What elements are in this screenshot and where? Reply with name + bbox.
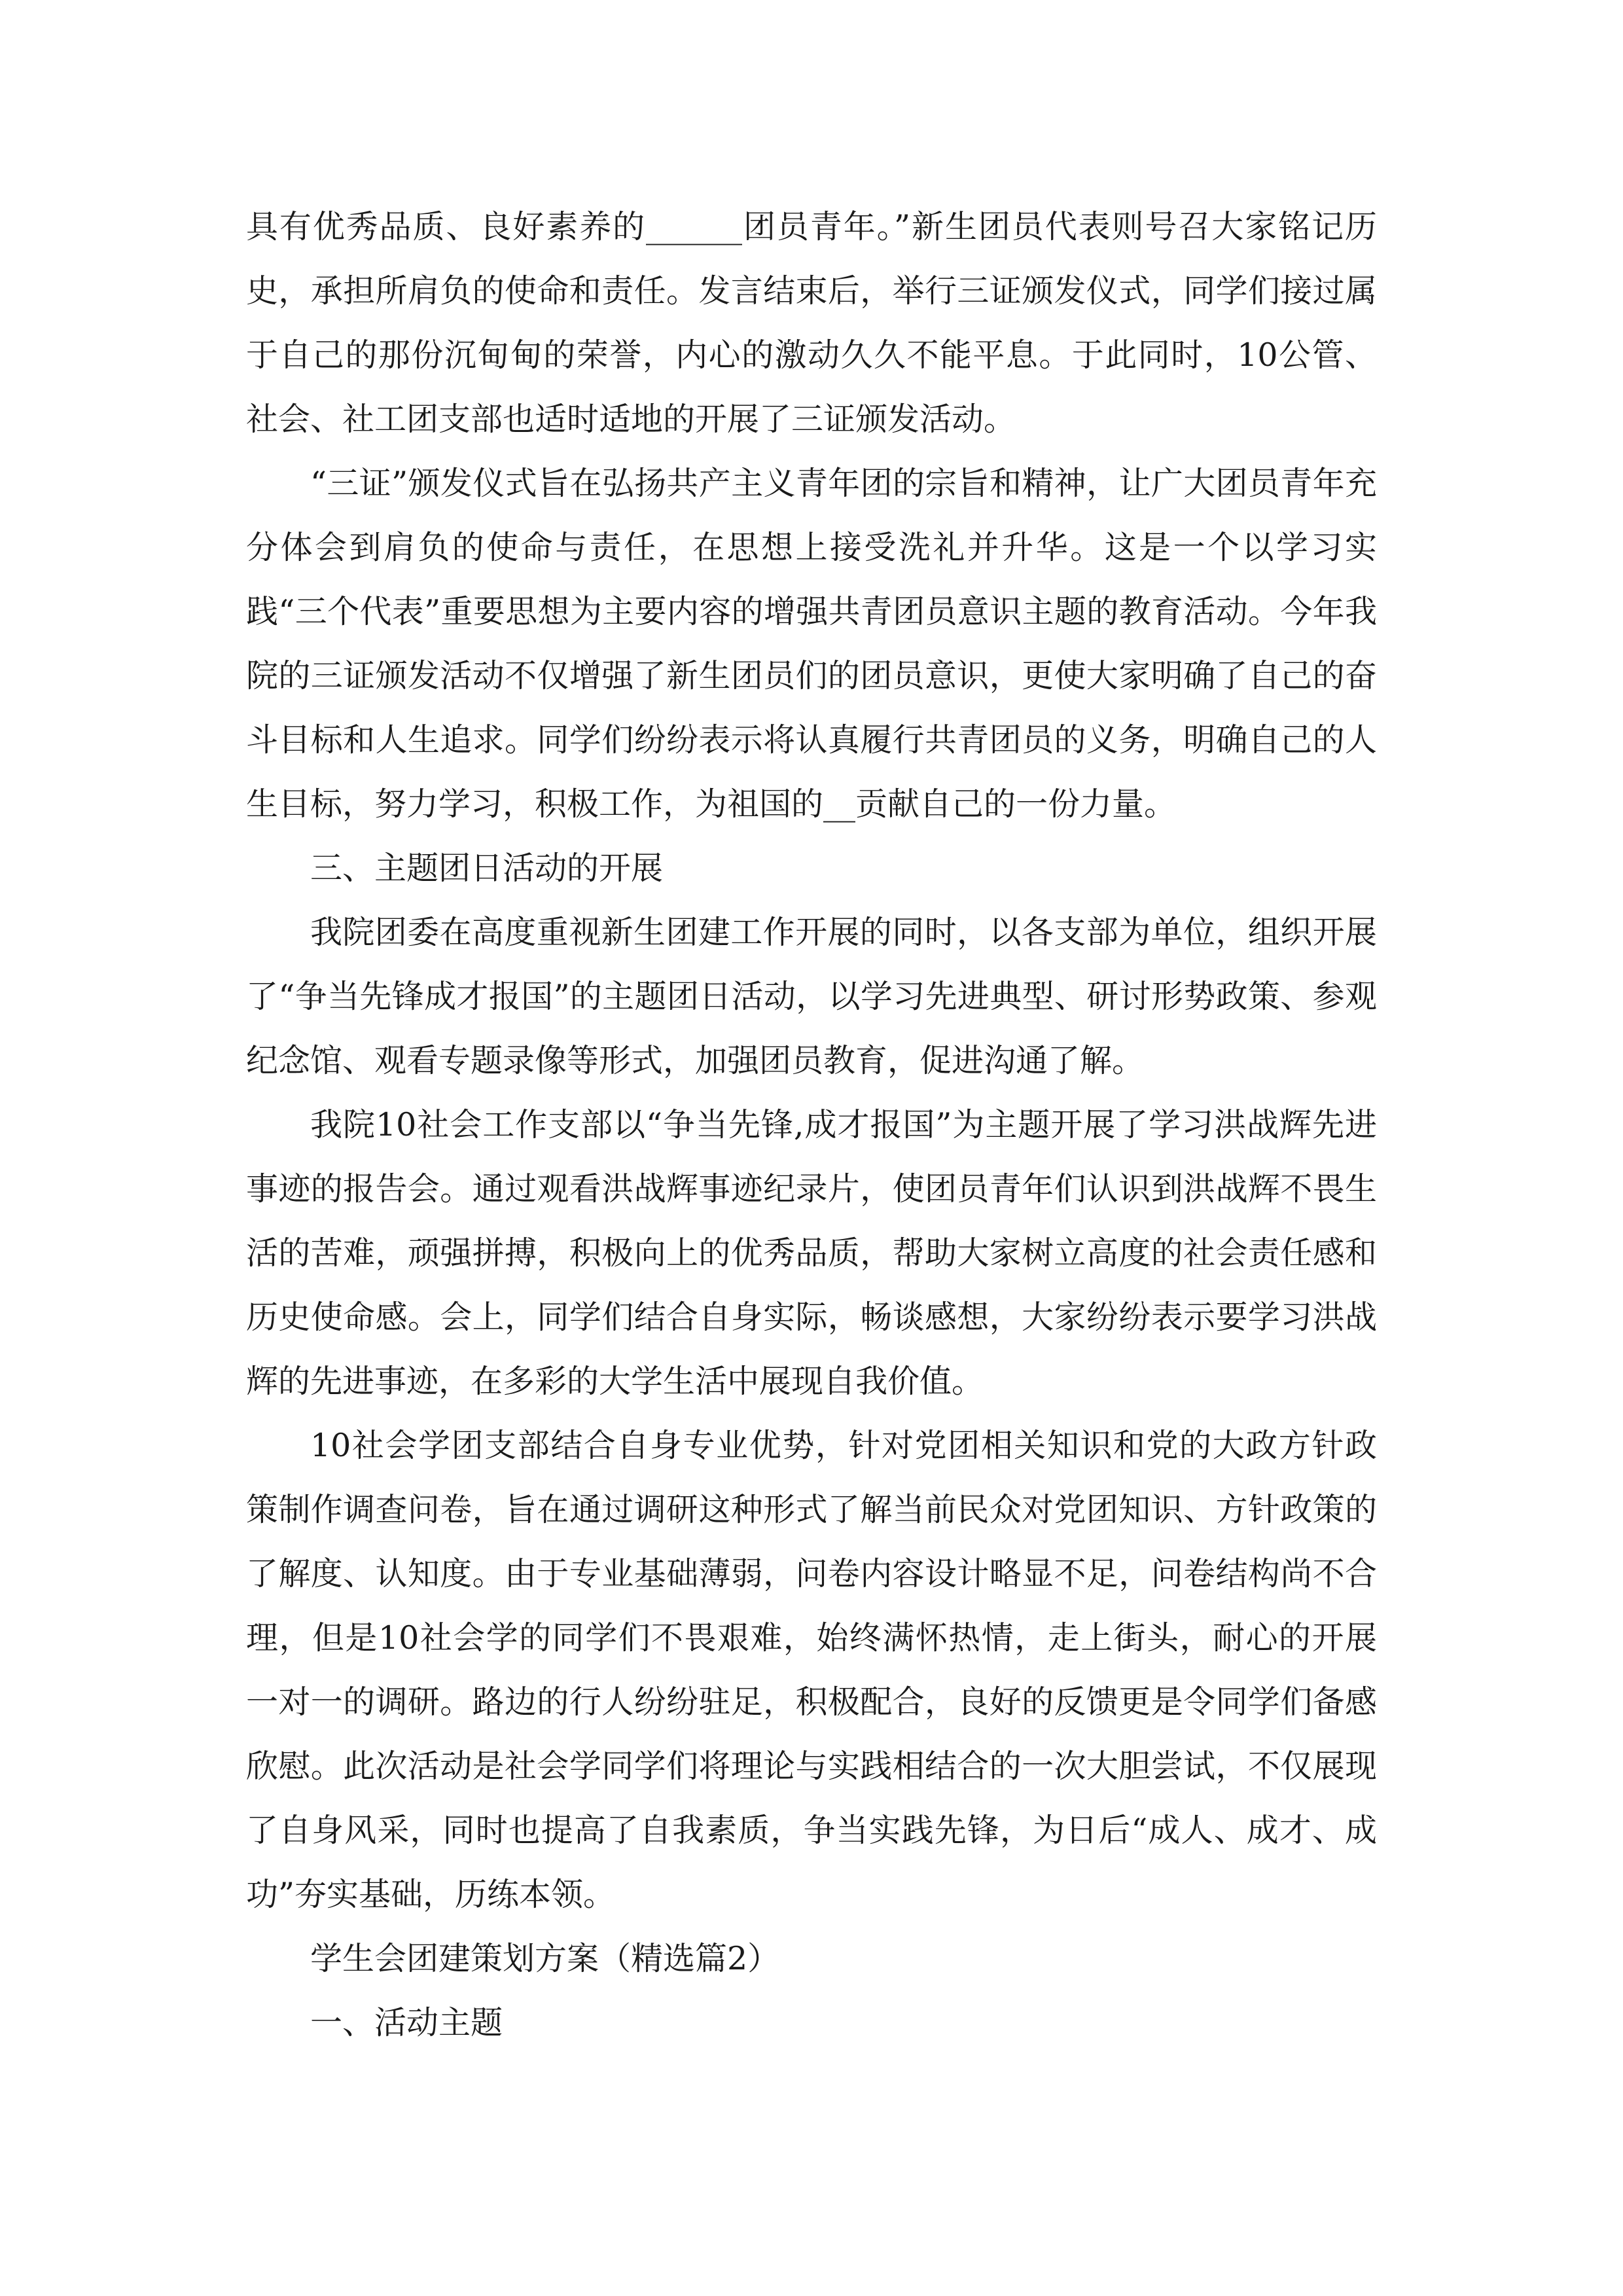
paragraph-social-work-branch: 我院10社会工作支部以“争当先锋,成才报国”为主题开展了学习洪战辉先进事迹的报告会。通过观看洪战辉事迹纪录片，使团员青年们认识到洪战辉不畏生活的苦难，顽强拼搏，积极向上的优秀品质，帮助大家树立高度的社会责任感和历史使命感。会上，同学们结合自身实际，畅谈感想，大家纷纷表示要学习洪战辉的先进事迹，在多彩的大学生活中展现自我价值。 xyxy=(246,1106,1377,1400)
paragraph-sociology-branch: 10社会学团支部结合自身专业优势，针对党团相关知识和党的大政方针政策制作调查问卷，旨在通过调研这种形式了解当前民众对党团知识、方针政策的了解度、认知度。由于专业基础薄弱，问卷内容设计略显不足，问卷结构尚不合理，但是10社会学的同学们不畏艰难，始终满怀热情，走上街头，耐心的开展一对一的调研。路边的行人纷纷驻足，积极配合，良好的反馈更是令同学们备感欣慰。此次活动是社会学同学们将理论与实践相结合的一次大胆尝试，不仅展现了自身风采，同时也提高了自我素质，争当实践先锋，为日后“成人、成才、成功”夯实基础，历练本领。 xyxy=(246,1427,1377,1913)
article-subtitle: 学生会团建策划方案（精选篇2） xyxy=(310,1940,780,1977)
section-heading-theme-day: 三、主题团日活动的开展 xyxy=(310,850,664,887)
paragraph-theme-day-overview: 我院团委在高度重视新生团建工作开展的同时，以各支部为单位，组织开展了“争当先锋成才报国”的主题团日活动，以学习先进典型、研讨形势政策、参观纪念馆、观看专题录像等形式，加强团员教育，促进沟通了解。 xyxy=(246,914,1377,1079)
paragraph-three-certificates: “三证”颁发仪式旨在弘扬共产主义青年团的宗旨和精神，让广大团员青年充分体会到肩负的使命与责任，在思想上接受洗礼并升华。这是一个以学习实践“三个代表”重要思想为主要内容的增强共青团员意识主题的教育活动。今年我院的三证颁发活动不仅增强了新生团员们的团员意识，更使大家明确了自己的奋斗目标和人生追求。同学们纷纷表示将认真履行共青团员的义务，明确自己的人生目标，努力学习，积极工作，为祖国的__贡献自己的一份力量。 xyxy=(246,465,1377,823)
paragraph-oath-continuation: 具有优秀品质、良好素养的______团员青年。”新生团员代表则号召大家铭记历史，承担所肩负的使命和责任。发言结束后，举行三证颁发仪式，同学们接过属于自己的那份沉甸甸的荣誉，内心的激动久久不能平息。于此同时，10公管、社会、社工团支部也适时适地的开展了三证颁发活动。 xyxy=(246,208,1377,438)
section-heading-activity-theme: 一、活动主题 xyxy=(310,2004,503,2041)
document-body xyxy=(246,195,1377,2055)
